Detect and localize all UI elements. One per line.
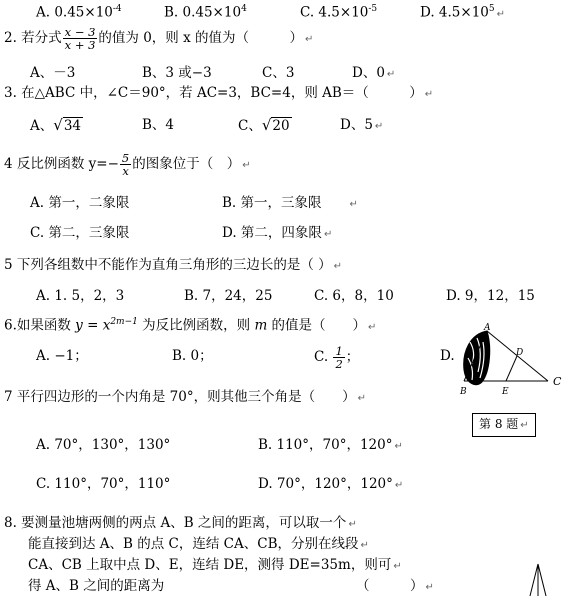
q3-stem: 3. 在△ABC 中，∠C＝90°，若 AC=3，BC=4，则 AB＝（ ） ↵ xyxy=(4,85,434,101)
q8-line-4: 得 A、B 之间的距离为 xyxy=(28,578,165,594)
q4-option-c: C. 第二，三象限 xyxy=(30,225,130,241)
figure-caption: 第 8 题 ↵ xyxy=(472,413,536,437)
label-a: A xyxy=(484,323,491,333)
q1-option-b: B. $0.45\times 10^4$ xyxy=(164,4,247,21)
q6-option-c: C. $\frac{1}{2}$ ； xyxy=(314,344,360,371)
q1-option-a: A. $0.45\times 10^{-4}$ xyxy=(36,4,122,21)
q7-stem: 7 平行四边形的一个内角是 70°，则其他三个角是（ ） ↵ xyxy=(4,389,366,405)
q2-option-a: A、－3 xyxy=(30,65,76,81)
pond-shape xyxy=(464,331,490,385)
label-c: C xyxy=(553,375,562,388)
q3-option-b: B、4 xyxy=(142,117,175,133)
q7-option-b: B. 110°，70°，120° ↵ xyxy=(258,437,403,453)
q6-option-d: D. xyxy=(440,348,455,364)
q8-line-3: CA、CB 上取中点 D、E，连结 DE，测得 DE=35m，则可 ↵ xyxy=(28,557,402,573)
q2-fraction: $\frac{x - 3}{x + 3}$ xyxy=(64,25,96,52)
partial-figure xyxy=(516,560,556,596)
q8-line-1: 8. 要测量池塘两侧的两点 A、B 之间的距离，可以取一个 ↵ xyxy=(4,515,357,531)
q7-option-c: C. 110°，70°，110° xyxy=(36,476,171,492)
q2-option-d: D、0 ↵ xyxy=(352,65,396,81)
label-d: D xyxy=(516,348,524,358)
q6-option-a: A. −1； xyxy=(36,348,88,364)
q4-option-d: D. 第二，四象限 ↵ xyxy=(222,225,333,241)
q6-option-b: B. 0； xyxy=(172,348,213,364)
q1-option-d: D. $4.5\times 10^5$ ↵ xyxy=(420,4,506,21)
q7-option-d: D. 70°，120°，120° ↵ xyxy=(258,476,404,492)
q2-option-b: B、3 或−3 xyxy=(142,65,212,81)
q5-option-a: A. 1. 5，2，3 xyxy=(36,288,125,304)
q5-stem: 5 下列各组数中不能作为直角三角形的三边长的是（ ） ↵ xyxy=(4,257,343,273)
q4-option-a: A. 第一，二象限 xyxy=(30,195,130,211)
q2-option-c: C、3 xyxy=(262,65,295,81)
q8-answer-blank: （ ） ↵ xyxy=(356,578,434,594)
figure-8-diagram xyxy=(450,322,566,400)
q8-line-2: 能直接到达 A、B 的点 C，连结 CA、CB，分别在线段 ↵ xyxy=(28,536,369,552)
q5-option-b: B. 7，24，25 xyxy=(184,288,273,304)
label-b: B xyxy=(460,387,467,397)
q3-option-c: C、√20 xyxy=(238,116,290,134)
q5-option-c: C. 6，8，10 xyxy=(314,288,394,304)
q1-option-c: C. $4.5\times 10^{-5}$ xyxy=(300,4,378,21)
label-e: E xyxy=(502,387,509,397)
q7-option-a: A. 70°，130°，130° xyxy=(36,437,171,453)
q6-stem: 6.如果函数 $y = x^{2m-1}$ 为反比例函数，则 m 的值是（ ） ↵ xyxy=(4,317,377,334)
q3-option-d: D、5 ↵ xyxy=(340,117,384,133)
line-de xyxy=(506,356,517,381)
q5-option-d: D. 9，12，15 xyxy=(446,288,535,304)
q4-fraction: $\frac{5}{x}$ xyxy=(121,151,130,178)
q3-option-a: A、√34 xyxy=(30,116,81,134)
q4-stem: 4 反比例函数 y=− $\frac{5}{x}$ 的图象位于（ ） ↵ xyxy=(4,151,251,178)
q4-option-b: B. 第一，三象限 ↵ xyxy=(222,195,358,211)
q2-stem: 2. 若分式 $\frac{x - 3}{x + 3}$ 的值为 0，则 x 的值为（ ） ↵ xyxy=(4,25,314,52)
